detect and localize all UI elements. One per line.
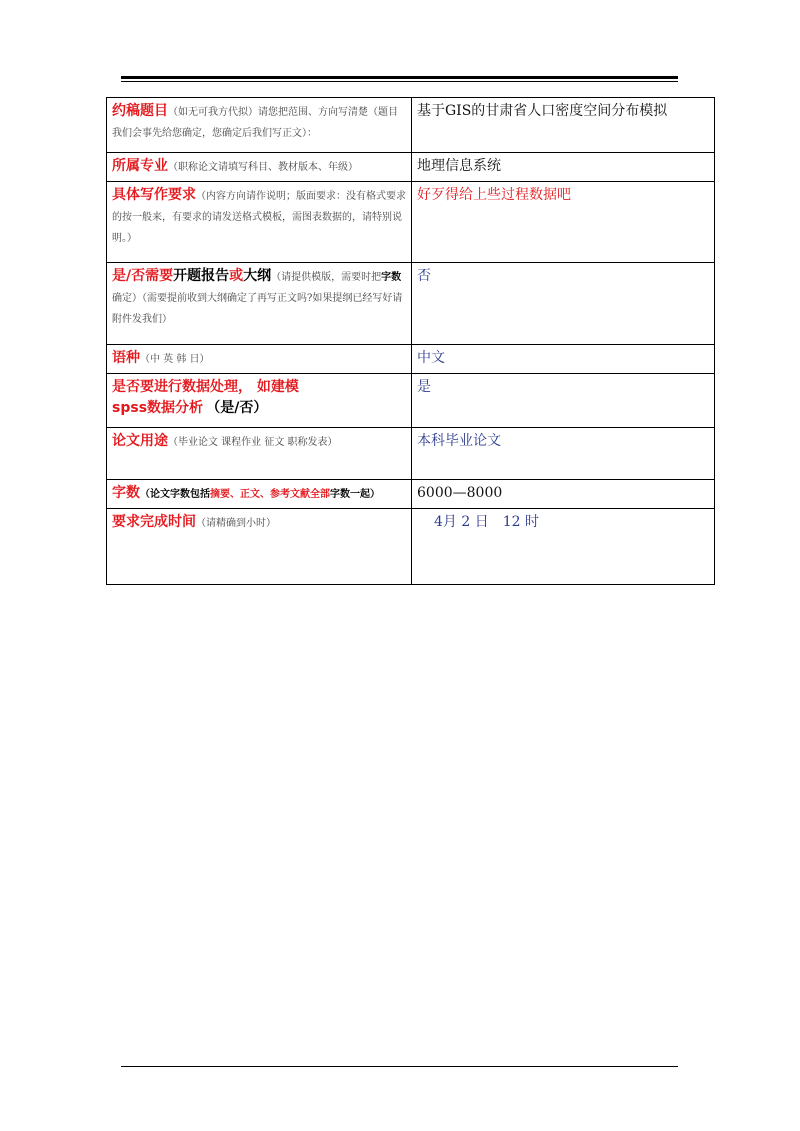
data-processing-value[interactable]: 是 (412, 374, 715, 428)
deadline-label-cell (107, 509, 412, 585)
word-count-note-a: （论文字数包括 (140, 489, 210, 500)
major-note: （职称论文请填写科目、教材版本、年级） (168, 162, 358, 173)
word-count-note-b: 摘要、正文、参考文献全部 (210, 489, 330, 500)
footer-rule (121, 1066, 678, 1067)
topic-value[interactable]: 基于GIS的甘肃省人口密度空间分布模拟 (412, 98, 715, 153)
form-row-word-count (107, 480, 715, 509)
outline-label-a: 是/否需要 (112, 268, 174, 284)
requirements-note: （内容方向请作说明；版面要求：没有格式要求的按一般来，有要求的请发送格式模板，需图表数据的，请特别说明。） (112, 191, 406, 244)
data-processing-label-cell (107, 374, 412, 428)
deadline-value[interactable]: 4月 2 日 12 时 (412, 509, 715, 585)
outline-note-a: （请提供模版，需要时把 (271, 272, 382, 283)
data-processing-label-suffix: （是/否） (206, 400, 268, 416)
requirements-label-cell (107, 182, 412, 263)
form-row-language (107, 345, 715, 374)
language-label-cell (107, 345, 412, 374)
outline-label-cell (107, 263, 412, 345)
requirements-value[interactable]: 好歹得给上些过程数据吧 (412, 182, 715, 263)
major-label: 所属专业 (112, 158, 168, 174)
header-rule (121, 76, 678, 82)
purpose-value[interactable]: 本科毕业论文 (412, 428, 715, 480)
outline-label-d: 大纲 (243, 268, 272, 284)
form-row-outline (107, 263, 715, 345)
major-value[interactable]: 地理信息系统 (412, 153, 715, 182)
language-value[interactable]: 中文 (412, 345, 715, 374)
form-row-topic (107, 98, 715, 153)
order-form-table (106, 97, 715, 585)
deadline-label: 要求完成时间 (112, 514, 196, 530)
purpose-label: 论文用途 (112, 433, 168, 449)
form-row-data-processing (107, 374, 715, 428)
requirements-label: 具体写作要求 (112, 187, 196, 203)
word-count-value[interactable]: 6000—8000 (412, 480, 715, 509)
outline-label-c: 或 (229, 268, 244, 284)
deadline-note: （请精确到小时） (196, 518, 276, 529)
topic-label: 约稿题目 (112, 103, 168, 119)
outline-note-b: 确定）（需要提前收到大纲确定了再写正文吗?如果提纲已经写好请附件发我们） (112, 293, 403, 325)
outline-label-b: 开题报告 (173, 268, 230, 284)
language-label: 语种 (112, 350, 140, 366)
form-row-major (107, 153, 715, 182)
language-note: （中 英 韩 日） (140, 354, 210, 365)
purpose-label-cell (107, 428, 412, 480)
topic-note: （如无可我方代拟）请您把范围、方向写清楚（题目我们会事先给您确定，您确定后我们写正文）： (112, 107, 398, 139)
outline-value[interactable]: 否 (412, 263, 715, 345)
topic-label-cell (107, 98, 412, 153)
word-count-label: 字数 (112, 485, 140, 501)
word-count-note-c: 字数一起） (330, 489, 380, 500)
major-label-cell (107, 153, 412, 182)
outline-note-bold: 字数 (381, 272, 402, 283)
purpose-note: （毕业论文 课程作业 征文 职称发表） (168, 437, 338, 448)
form-row-deadline (107, 509, 715, 585)
data-processing-label-line1: 是否要进行数据处理， 如建模 (112, 379, 299, 395)
form-row-purpose (107, 428, 715, 480)
data-processing-label-line2: spss数据分析 (112, 400, 204, 416)
form-row-requirements (107, 182, 715, 263)
word-count-label-cell (107, 480, 412, 509)
